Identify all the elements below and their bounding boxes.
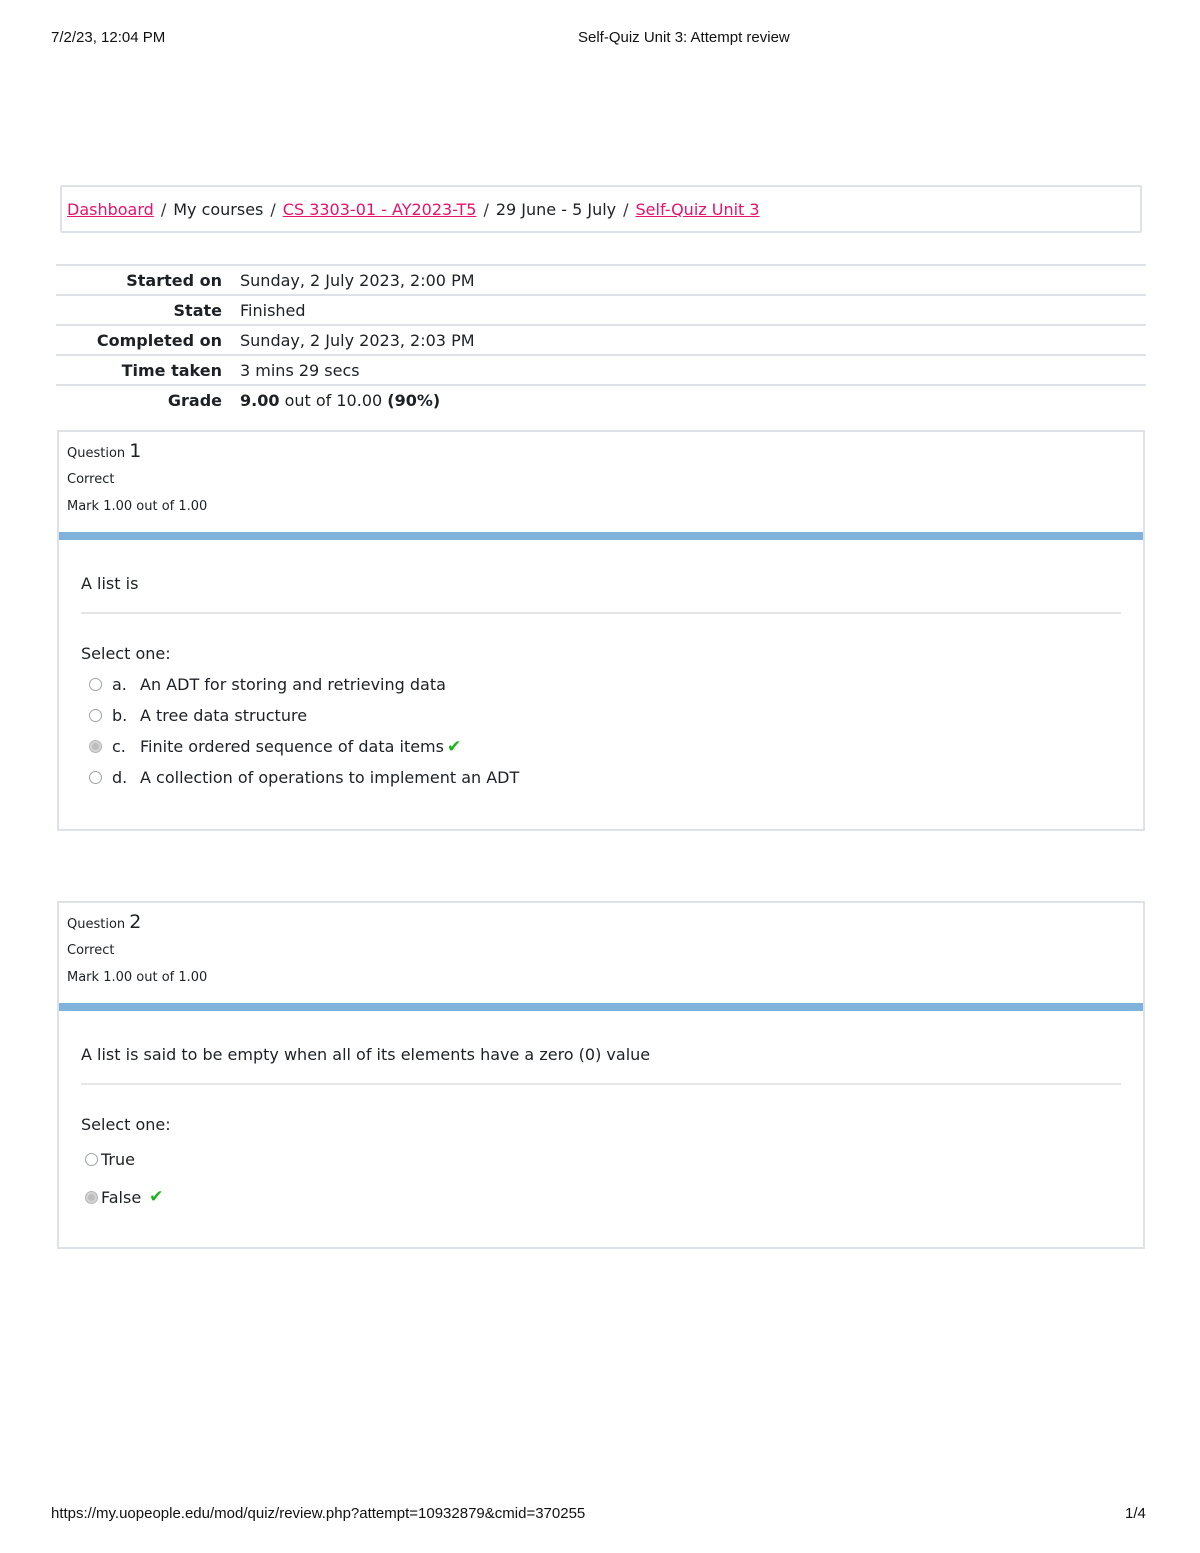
question-mark: Mark 1.00 out of 1.00	[67, 499, 208, 514]
grade-score: 9.00	[240, 390, 280, 410]
answer-option-b[interactable]	[81, 700, 1121, 731]
question-number-value: 2	[129, 911, 142, 933]
breadcrumb-quiz-link[interactable]: Self-Quiz Unit 3	[635, 199, 760, 219]
answer-options	[81, 669, 1121, 793]
question-content	[59, 1011, 1143, 1216]
breadcrumb-separator: /	[270, 199, 276, 219]
summary-row-time	[56, 355, 1146, 385]
question-number-value: 1	[129, 440, 142, 462]
breadcrumb-week: 29 June - 5 July	[495, 199, 617, 219]
correct-check-icon: ✔	[149, 1187, 164, 1207]
radio-button-selected[interactable]	[85, 1191, 98, 1204]
question-divider-bar	[59, 532, 1143, 540]
answer-letter: c.	[112, 737, 126, 756]
answer-letter: b.	[112, 706, 128, 725]
print-url: https://my.uopeople.edu/mod/quiz/review.php?attempt=10932879&cmid=370255	[51, 1505, 586, 1522]
radio-button[interactable]	[89, 678, 102, 691]
state-value: Finished	[240, 300, 306, 320]
print-title: Self-Quiz Unit 3: Attempt review	[578, 29, 790, 46]
print-datetime: 7/2/23, 12:04 PM	[51, 29, 166, 46]
answer-option-true[interactable]	[81, 1140, 1121, 1178]
answer-letter: a.	[112, 675, 127, 694]
answer-options	[81, 1140, 1121, 1216]
question-number	[67, 440, 1143, 462]
breadcrumb	[60, 185, 1142, 233]
question-divider-bar	[59, 1003, 1143, 1011]
breadcrumb-separator: /	[483, 199, 489, 219]
breadcrumb-my-courses: My courses	[173, 199, 264, 219]
question-info	[59, 903, 1143, 1003]
select-one-prompt: Select one:	[81, 1115, 171, 1134]
answer-text: An ADT for storing and retrieving data	[140, 675, 446, 694]
state-label: State	[173, 300, 222, 320]
completed-label: Completed on	[96, 330, 222, 350]
print-header	[0, 29, 1200, 49]
question-text: A list is	[81, 540, 1121, 614]
radio-button[interactable]	[89, 709, 102, 722]
print-footer	[0, 1505, 1200, 1525]
question-1-card	[57, 430, 1145, 831]
time-value: 3 mins 29 secs	[240, 360, 360, 380]
answer-text: A collection of operations to implement an ADT	[140, 768, 520, 787]
answer-letter: d.	[112, 768, 128, 787]
completed-value: Sunday, 2 July 2023, 2:03 PM	[240, 330, 475, 350]
summary-row-started	[56, 265, 1146, 295]
question-label: Question	[67, 917, 126, 932]
question-content	[59, 540, 1143, 793]
radio-button-selected[interactable]	[89, 740, 102, 753]
answer-option-d[interactable]	[81, 762, 1121, 793]
question-number	[67, 911, 1143, 933]
breadcrumb-separator: /	[160, 199, 167, 219]
grade-percent: (90%)	[387, 390, 441, 410]
question-mark: Mark 1.00 out of 1.00	[67, 970, 208, 985]
answer-text: True	[101, 1149, 135, 1169]
answer-text: A tree data structure	[140, 706, 308, 725]
answer-option-false[interactable]	[81, 1178, 1121, 1216]
select-one-prompt: Select one:	[81, 644, 171, 663]
question-info	[59, 432, 1143, 532]
answer-text: False	[101, 1187, 142, 1207]
grade-label: Grade	[167, 390, 222, 410]
question-label: Question	[67, 446, 126, 461]
question-text: A list is said to be empty when all of its elements have a zero (0) value	[81, 1011, 1121, 1085]
attempt-summary-table	[56, 264, 1146, 414]
summary-row-state	[56, 295, 1146, 325]
question-state: Correct	[67, 943, 115, 958]
correct-check-icon: ✔	[446, 736, 462, 757]
question-2-card	[57, 901, 1145, 1249]
summary-row-completed	[56, 325, 1146, 355]
answer-text: Finite ordered sequence of data items	[140, 737, 444, 756]
radio-button[interactable]	[85, 1153, 98, 1166]
print-page-number: 1/4	[1125, 1505, 1146, 1522]
breadcrumb-course-link[interactable]: CS 3303-01 - AY2023-T5	[282, 199, 477, 219]
breadcrumb-dashboard-link[interactable]: Dashboard	[67, 199, 154, 219]
started-label: Started on	[126, 270, 222, 290]
breadcrumb-separator: /	[623, 199, 629, 219]
grade-outof: out of 10.00	[284, 390, 383, 410]
started-value: Sunday, 2 July 2023, 2:00 PM	[240, 270, 475, 290]
answer-option-a[interactable]	[81, 669, 1121, 700]
answer-option-c[interactable]	[81, 731, 1121, 762]
grade-value	[232, 385, 1146, 414]
time-label: Time taken	[121, 360, 222, 380]
question-state: Correct	[67, 472, 115, 487]
radio-button[interactable]	[89, 771, 102, 784]
summary-row-grade	[56, 385, 1146, 414]
